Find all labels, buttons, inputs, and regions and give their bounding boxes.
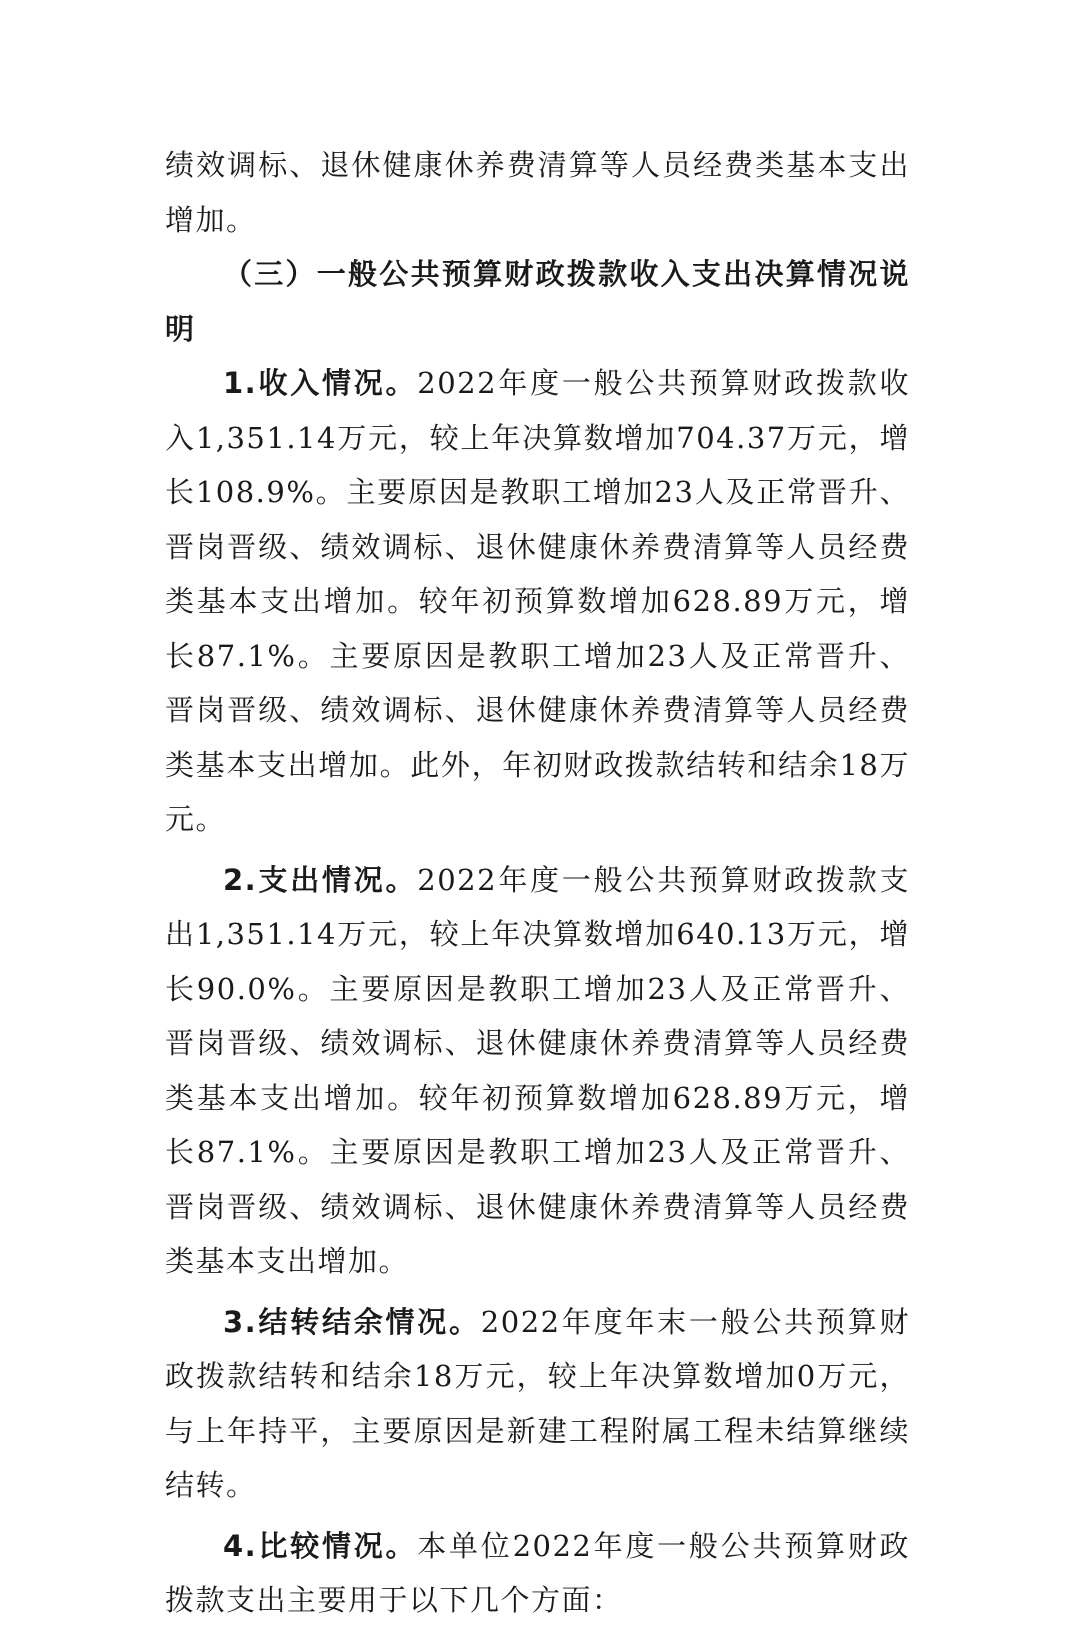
paragraph-comparison	[165, 1519, 910, 1628]
paragraph-carryover	[165, 1295, 910, 1513]
document-body	[165, 138, 910, 1628]
paragraph-expenditure	[165, 853, 910, 1289]
paragraph-carryover-title: 3.结转结余情况。	[223, 1304, 481, 1339]
paragraph-income-title: 1.收入情况。	[223, 366, 418, 400]
paragraph-income	[165, 356, 910, 847]
paragraph-carryover-body: 2022年度年末一般公共预算财政拨款结转和结余18万元，较上年决算数增加0万元，与上年持平，主要原因是新建工程附属工程未结算继续结转。	[165, 1304, 910, 1502]
paragraph-expenditure-title: 2.支出情况。	[223, 862, 418, 897]
continuation-paragraph: 绩效调标、退休健康休养费清算等人员经费类基本支出增加。	[165, 148, 910, 237]
section-heading: （三）一般公共预算财政拨款收入支出决算情况说明	[165, 257, 910, 346]
paragraph-comparison-title: 4.比较情况。	[223, 1528, 418, 1563]
paragraph-income-body: 2022年度一般公共预算财政拨款收入1,351.14万元，较上年决算数增加704.37万元，增长108.9%。主要原因是教职工增加23人及正常晋升、晋岗晋级、绩效调标、退休健康休养费清算等人员经费类基本支出增加。较年初预算数增加628.89万元，增长87.1%。主要原因是教职工增加23人及正常晋升、晋岗晋级、绩效调标、退休健康休养费清算等人员经费类基本支出增加。此外，年初财政拨款结转和结余18万元。	[165, 366, 910, 836]
paragraph-expenditure-body: 2022年度一般公共预算财政拨款支出1,351.14万元，较上年决算数增加640.13万元，增长90.0%。主要原因是教职工增加23人及正常晋升、晋岗晋级、绩效调标、退休健康休养费清算等人员经费类基本支出增加。较年初预算数增加628.89万元，增长87.1%。主要原因是教职工增加23人及正常晋升、晋岗晋级、绩效调标、退休健康休养费清算等人员经费类基本支出增加。	[165, 862, 910, 1278]
paragraph-comparison-body: 本单位2022年度一般公共预算财政拨款支出主要用于以下几个方面：	[165, 1528, 910, 1617]
